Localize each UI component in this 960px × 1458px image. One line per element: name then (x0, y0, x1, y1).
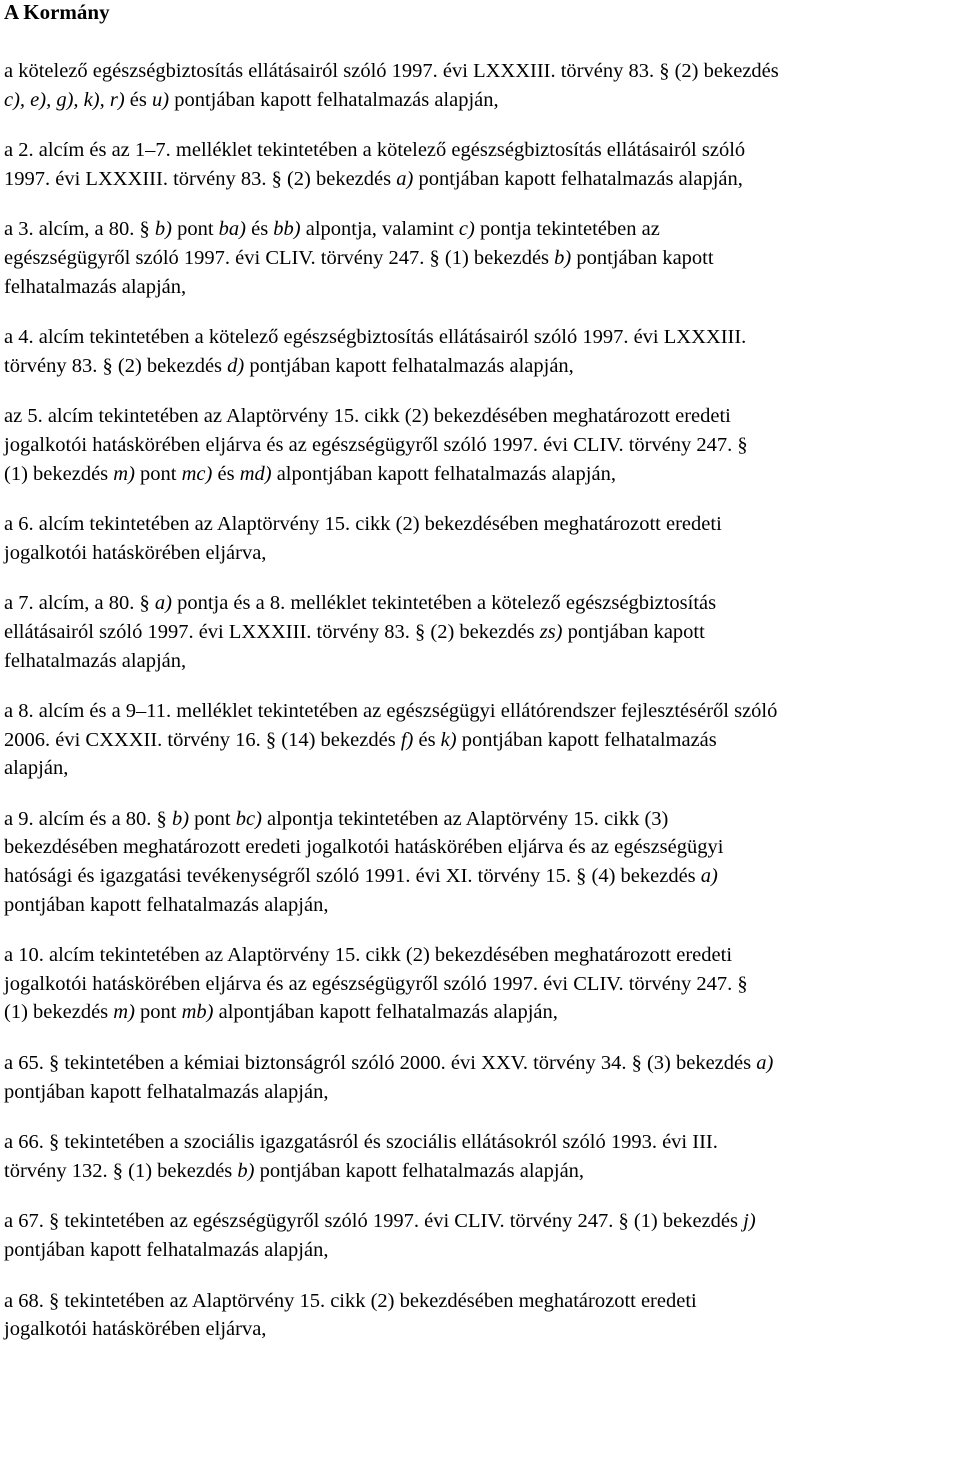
text-run: pont (134, 462, 182, 485)
text-run: jogalkotói hatáskörében eljárva és az egészségügyről szóló 1997. évi CLIV. törvény 247. § (4, 433, 748, 456)
text-line (4, 86, 956, 115)
text-line (4, 726, 956, 755)
italic-text-run: a) (700, 865, 718, 888)
paragraph (4, 323, 956, 380)
paragraph-gap (4, 380, 956, 402)
text-run: a 67. § tekintetében az egészségügyről szóló 1997. évi CLIV. törvény 247. § (1) bekezdés (4, 1210, 744, 1233)
italic-text-run: c), e), g), k), r) (4, 88, 125, 111)
text-run: (1) bekezdés (4, 1001, 114, 1024)
italic-text-run: a) (154, 592, 172, 615)
italic-text-run: j) (743, 1210, 756, 1233)
italic-text-run: u) (152, 88, 170, 111)
text-run: alpontja tekintetében az Alaptörvény 15. cikk (3) (261, 807, 669, 830)
text-line (4, 891, 956, 920)
paragraph-gap (4, 919, 956, 941)
paragraph (4, 57, 956, 114)
paragraph-gap (4, 783, 956, 805)
text-line (4, 1236, 956, 1265)
text-run: pont (189, 807, 236, 830)
paragraph (4, 136, 956, 193)
italic-text-run: k) (440, 728, 457, 751)
text-line (4, 941, 956, 970)
text-run: a 65. § tekintetében a kémiai biztonságról szóló 2000. évi XXV. törvény 34. § (3) bekezdés (4, 1052, 757, 1075)
document-page (4, 0, 956, 1344)
text-line (4, 805, 956, 834)
text-run: a 8. alcím és a 9–11. melléklet tekintetében az egészségügyi ellátórendszer fejlesztéséről szóló (4, 700, 778, 723)
italic-text-run: zs) (539, 620, 563, 643)
paragraph-gap (4, 567, 956, 589)
paragraph (4, 1049, 956, 1106)
paragraph-gap (4, 1106, 956, 1128)
text-run: pontjában kapott felhatalmazás alapján, (254, 1159, 585, 1182)
paragraph (4, 402, 956, 488)
text-run: a 66. § tekintetében a szociális igazgatásról és szociális ellátásokról szóló 1993. évi III. (4, 1131, 718, 1154)
text-run: jogalkotói hatáskörében eljárva, (4, 541, 267, 564)
paragraph (4, 941, 956, 1027)
text-line (4, 1078, 956, 1107)
document-body (4, 24, 956, 1344)
paragraph (4, 805, 956, 919)
text-run: a 9. alcím és a 80. § (4, 807, 172, 830)
italic-text-run: mb) (181, 1001, 214, 1024)
text-run: 1997. évi LXXXIII. törvény 83. § (2) bekezdés (4, 167, 397, 190)
text-run: felhatalmazás alapján, (4, 275, 187, 298)
italic-text-run: md) (239, 462, 272, 485)
text-run: és (413, 728, 441, 751)
text-line (4, 244, 956, 273)
text-run: pontjában kapott (562, 620, 705, 643)
text-run: 2006. évi CXXXII. törvény 16. § (14) bekezdés (4, 728, 401, 751)
text-run: a 68. § tekintetében az Alaptörvény 15. cikk (2) bekezdésében meghatározott eredeti (4, 1289, 697, 1312)
text-run: törvény 132. § (1) bekezdés (4, 1159, 238, 1182)
italic-text-run: a) (756, 1052, 774, 1075)
italic-text-run: ba) (218, 218, 246, 241)
text-run: alpontjában kapott felhatalmazás alapján, (213, 1001, 558, 1024)
text-line (4, 273, 956, 302)
text-run: pontjában kapott felhatalmazás alapján, (244, 354, 574, 377)
text-line (4, 215, 956, 244)
text-run: pontjában kapott felhatalmazás (456, 728, 717, 751)
text-line (4, 352, 956, 381)
text-line (4, 1049, 956, 1078)
paragraph (4, 510, 956, 567)
italic-text-run: b) (171, 807, 190, 830)
paragraph-gap (4, 1027, 956, 1049)
text-line (4, 165, 956, 194)
text-line (4, 510, 956, 539)
text-run: jogalkotói hatáskörében eljárva és az egészségügyről szóló 1997. évi CLIV. törvény 247. § (4, 972, 748, 995)
paragraph (4, 1207, 956, 1264)
text-line (4, 460, 956, 489)
page-title: A Kormány (4, 0, 110, 24)
italic-text-run: f) (400, 728, 414, 751)
italic-text-run: bc) (235, 807, 262, 830)
text-run: pontjában kapott felhatalmazás alapján, (4, 1080, 329, 1103)
text-run: és (212, 462, 240, 485)
italic-text-run: b) (154, 218, 172, 241)
paragraph (4, 1287, 956, 1344)
italic-text-run: a) (396, 167, 414, 190)
italic-text-run: b) (554, 246, 572, 269)
text-run: a 4. alcím tekintetében a kötelező egészségbiztosítás ellátásairól szóló 1997. évi LXXXIII. (4, 326, 747, 349)
text-run: pontja tekintetében az (474, 218, 660, 241)
text-line (4, 998, 956, 1027)
text-line (4, 697, 956, 726)
text-run: a 6. alcím tekintetében az Alaptörvény 15. cikk (2) bekezdésében meghatározott eredeti (4, 513, 722, 536)
text-line (4, 862, 956, 891)
text-line (4, 589, 956, 618)
text-line (4, 970, 956, 999)
paragraph-gap (4, 114, 956, 136)
text-run: a 7. alcím, a 80. § (4, 592, 155, 615)
paragraph-gap (4, 1185, 956, 1207)
text-run: a 3. alcím, a 80. § (4, 218, 155, 241)
paragraph (4, 1128, 956, 1185)
text-run: alapján, (4, 757, 69, 780)
text-run: törvény 83. § (2) bekezdés (4, 354, 228, 377)
italic-text-run: d) (227, 354, 245, 377)
text-line (4, 431, 956, 460)
text-line (4, 402, 956, 431)
text-line (4, 833, 956, 862)
paragraph-gap (4, 675, 956, 697)
text-run: pontja és a 8. melléklet tekintetében a kötelező egészségbiztosítás (171, 592, 717, 615)
text-run: pontjában kapott (571, 246, 714, 269)
text-run: alpontjában kapott felhatalmazás alapján, (271, 462, 616, 485)
text-run: pontjában kapott felhatalmazás alapján, (413, 167, 743, 190)
text-line (4, 57, 956, 86)
paragraph-gap (4, 301, 956, 323)
paragraph (4, 589, 956, 675)
paragraph-gap (4, 488, 956, 510)
text-line (4, 1128, 956, 1157)
text-run: (1) bekezdés (4, 462, 114, 485)
text-run: bekezdésében meghatározott eredeti jogalkotói hatáskörében eljárva és az egészségügyi (4, 836, 724, 859)
text-run: és (124, 88, 152, 111)
text-line (4, 1315, 956, 1344)
italic-text-run: m) (113, 1001, 135, 1024)
paragraph (4, 697, 956, 783)
text-line (4, 754, 956, 783)
text-run: az 5. alcím tekintetében az Alaptörvény 15. cikk (2) bekezdésében meghatározott eredeti (4, 405, 731, 428)
text-run: pontjában kapott felhatalmazás alapján, (4, 893, 329, 916)
italic-text-run: mc) (181, 462, 213, 485)
text-run: a kötelező egészségbiztosítás ellátásairól szóló 1997. évi LXXXIII. törvény 83. § (2) bekezdés (4, 60, 779, 82)
text-run: jogalkotói hatáskörében eljárva, (4, 1318, 267, 1341)
text-line (4, 618, 956, 647)
text-run: felhatalmazás alapján, (4, 649, 187, 672)
italic-text-run: m) (113, 462, 135, 485)
text-run: pontjában kapott felhatalmazás alapján, (4, 1239, 329, 1261)
paragraph (4, 215, 956, 301)
text-line (4, 136, 956, 165)
text-run: egészségügyről szóló 1997. évi CLIV. törvény 247. § (1) bekezdés (4, 246, 555, 269)
text-run: hatósági és igazgatási tevékenységről szóló 1991. évi XI. törvény 15. § (4) bekezdés (4, 865, 701, 888)
text-run: ellátásairól szóló 1997. évi LXXXIII. törvény 83. § (2) bekezdés (4, 620, 540, 643)
text-line (4, 1157, 956, 1186)
text-run: pontjában kapott felhatalmazás alapján, (169, 88, 499, 111)
text-run: alpontja, valamint (300, 218, 459, 241)
italic-text-run: c) (458, 218, 475, 241)
text-line (4, 1287, 956, 1316)
text-line (4, 1207, 956, 1236)
paragraph-gap (4, 193, 956, 215)
paragraph-gap (4, 1265, 956, 1287)
italic-text-run: b) (237, 1159, 255, 1182)
paragraph-gap (4, 24, 956, 57)
text-run: a 2. alcím és az 1–7. melléklet tekintetében a kötelező egészségbiztosítás ellátásairól szóló (4, 139, 746, 162)
italic-text-run: bb) (273, 218, 301, 241)
text-line (4, 647, 956, 676)
text-run: pont (171, 218, 219, 241)
text-run: pont (134, 1001, 182, 1024)
text-run: és (245, 218, 274, 241)
text-line (4, 323, 956, 352)
text-line (4, 539, 956, 568)
text-run: a 10. alcím tekintetében az Alaptörvény 15. cikk (2) bekezdésében meghatározott eredeti (4, 944, 733, 967)
